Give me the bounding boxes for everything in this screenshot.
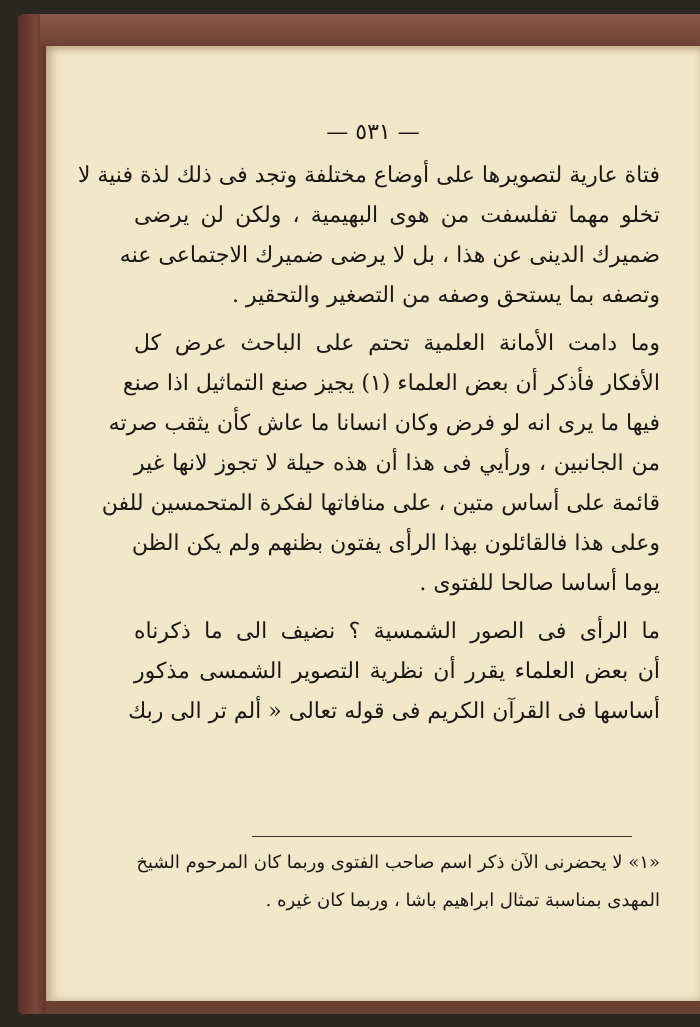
text-line: ضميرك الدينى عن هذا ، بل لا يرضى ضميرك الاجتماعى عنه (119, 243, 660, 268)
text-line: وما دامت الأمانة العلمية تحتم على الباحث عرض كل (134, 331, 660, 356)
page-number: — ٥٣١ — (326, 120, 420, 145)
text-line: يوما أساسا صالحا للفتوى . (419, 571, 660, 596)
paragraph-3 (128, 612, 660, 732)
book-top-edge (40, 14, 700, 46)
footnote-separator (252, 836, 632, 837)
paragraph-1 (77, 156, 660, 316)
text-line: من الجانبين ، ورأيي فى هذا أن هذه حيلة لا تجوز لانها غير (134, 451, 660, 476)
footnote (134, 844, 660, 920)
book-bottom-edge (46, 1001, 700, 1014)
text-line: فيها ما يرى انه لو فرض وكان انسانا ما عاش كأن يثقب صرته (108, 411, 660, 436)
text-line: وعلى هذا فالقائلون بهذا الرأى يفتون بظنهم ولم يكن الظن (131, 531, 660, 556)
book-page (46, 46, 700, 1001)
text-line: قائمة على أساس متين ، على منافاتها لفكرة المتحمسين للفن (101, 491, 660, 516)
text-line: ما الرأى فى الصور الشمسية ؟ نضيف الى ما ذكرناه (134, 619, 660, 644)
text-line: الأفكار فأذكر أن بعض العلماء (١) يجيز صنع التماثيل اذا صنع (122, 371, 660, 396)
body-text (77, 156, 660, 732)
text-line: تخلو مهما تفلسفت من هوى البهيمية ، ولكن لن يرضى (134, 203, 660, 228)
footnote-line: المهدى بمناسبة تمثال ابراهيم باشا ، وربما كان غيره . (265, 890, 660, 911)
text-line: وتصفه بما يستحق وصفه من التصغير والتحقير . (231, 283, 660, 308)
book-spine (18, 14, 48, 1014)
footnote-line: «١» لا يحضرنى الآن ذكر اسم صاحب الفتوى وربما كان المرحوم الشيخ (136, 852, 660, 873)
paragraph-2 (101, 324, 660, 604)
text-line: فتاة عارية لتصويرها على أوضاع مختلفة وتجد فى ذلك لذة فنية لا (77, 163, 660, 188)
text-line: أساسها فى القرآن الكريم فى قوله تعالى « ألم تر الى ربك (128, 699, 660, 724)
text-line: أن بعض العلماء يقرر أن نظرية التصوير الشمسى مذكور (134, 659, 660, 684)
